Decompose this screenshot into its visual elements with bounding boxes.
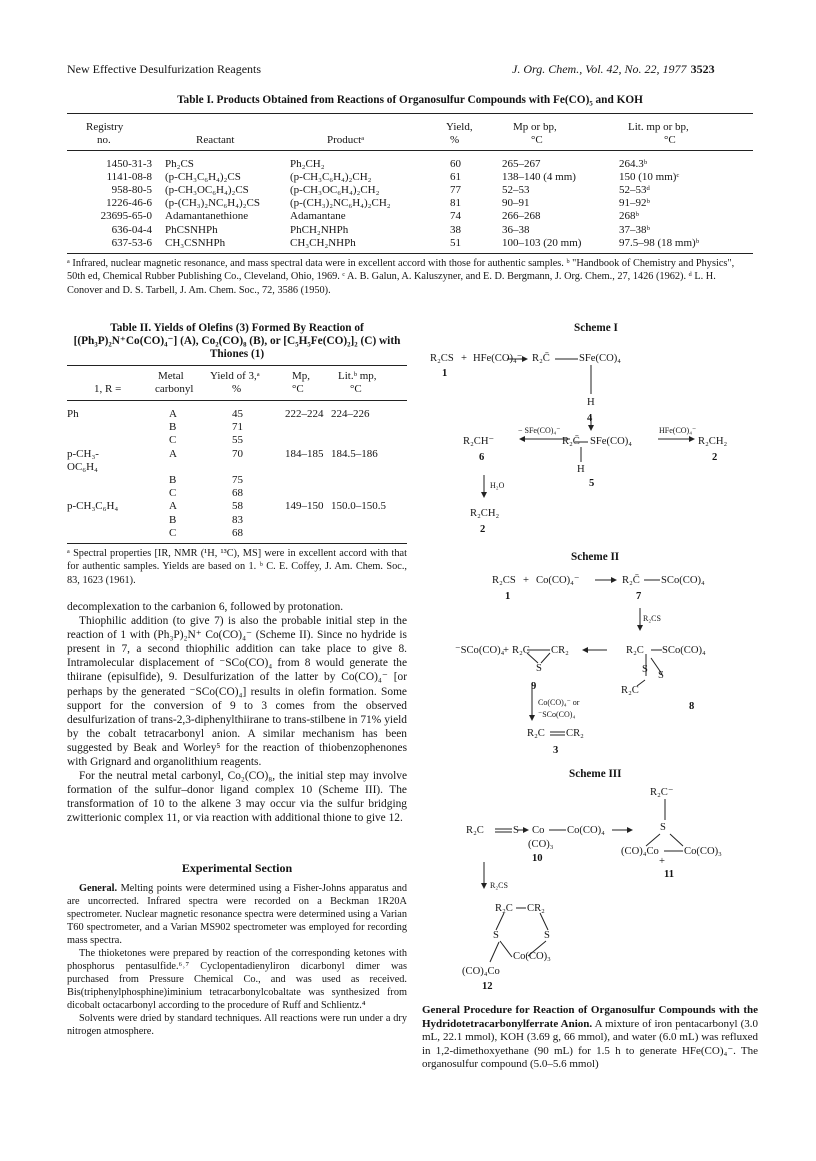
table1-cell-lit: 268ᵇ [619, 210, 639, 223]
table1-cell-mp: 90–91 [502, 197, 530, 210]
table1-header-no: no. [97, 134, 111, 146]
scheme1-title: Scheme I [574, 322, 618, 334]
table2-cell-metal: C [169, 434, 177, 447]
scheme1-sfe-4: SFe(CO)₄ [579, 353, 621, 364]
scheme3-s-11: S [660, 822, 666, 833]
table2-cell-metal: A [169, 500, 177, 513]
scheme2-sco-8: SCo(CO)₄ [662, 645, 706, 656]
paragraph-thioketones: The thioketones were prepared by reaction of the corresponding ketones with phosphorus pentasulfide.⁶˒⁷ Cyclopentadienyliron dicarbonyl dimer was purchased from Pressure Chemical Co., and was used as received. Bis(triphenylphosphine)iminium tetracarbonylcobaltate was synthesized from dicobalt octacarbonyl according to the procedure of Ruff and Schlientz.⁴ [67, 948, 407, 1011]
table2-cell-metal: C [169, 526, 177, 539]
table2-cell-yield: 75 [232, 474, 243, 486]
table2-cell-lit: 224–226 [331, 408, 370, 420]
scheme1-h-4: H [587, 397, 595, 408]
table2-cell-r: Ph [67, 408, 79, 420]
table2-header-yield-unit: % [232, 383, 242, 395]
paragraph-decomplexation: decomplexation to the carbanion 6, followed by protonation. [67, 601, 344, 613]
scheme1-alkane-2: R₂CH₂ [698, 436, 728, 447]
running-header: New Effective Desulfurization Reagents [67, 62, 262, 76]
table2-cell-metal: B [169, 513, 177, 526]
table2-cell-lit: 150.0–150.5 [331, 500, 386, 513]
table2-cell-yield: 83 [232, 513, 243, 526]
table1-header-registry: Registry [86, 121, 124, 133]
table1-cell-reactant: Adamantanethione [165, 210, 249, 223]
general-run-in-head: General. [79, 883, 118, 894]
compound-number-2-right: 2 [712, 452, 718, 463]
table1-cell-reactant: Ph₂CS [165, 158, 194, 170]
table1-cell-lit: 264.3ᵇ [619, 158, 648, 170]
table1-cell-registry: 958-80-5 [111, 184, 152, 197]
compound-number-3: 3 [553, 745, 559, 756]
compound-number-8: 8 [689, 701, 695, 712]
table1-cell-yield: 38 [450, 223, 461, 236]
table1-cell-registry: 1141-08-8 [106, 171, 152, 184]
paragraph-solvents: Solvents were dried by standard techniques. All reactions were run under a dry nitrogen atmosphere. [67, 1013, 407, 1037]
scheme2-thione: R₂CS [492, 575, 516, 586]
table1-footnote: ᵃ Infrared, nuclear magnetic resonance, and mass spectral data were in excellent accord with those for authentic samples. ᵇ "Handbook of Chemistry and Physics", 50th ed, Chemical Rubber Publishing Co., Cleveland, Ohio, 1969. ᶜ A. B. Galun, A. Kaluszyner, and E. D. Bergmann, J. Org. Chem., 27, 1426 (1962). ᵈ L. H. Conover and D. S. Tarbell, J. Am. Chem. Soc., 72, 3586 (1950). [67, 258, 735, 296]
scheme3-co-10: Co [532, 825, 545, 836]
scheme3-co3-12: Co(CO)₃ [513, 951, 551, 962]
general-procedure [422, 1004, 758, 1072]
scheme2-thiirane-r2c: R₂C [512, 645, 530, 656]
compound-number-4: 4 [587, 413, 593, 424]
table2-cell-r: p-CH₃- [67, 447, 99, 460]
compound-number-1: 1 [442, 368, 448, 379]
table1-cell-product: (p-(CH₃)₂NC₆H₄)₂CH₂ [290, 197, 391, 210]
table1-cell-registry: 637-53-6 [111, 236, 152, 249]
scheme2-carbanion-7: R₂C̄ [622, 575, 640, 586]
table2-cell-r: OC₆H₄ [67, 460, 98, 473]
scheme3-s-12a: S [493, 930, 499, 941]
scheme1-hfe-label: HFe(CO)₄⁻ [659, 426, 697, 435]
table1-cell-product: (p-CH₃C₆H₄)₂CH₂ [290, 171, 372, 184]
scheme2-r2c-8: R₂C [626, 645, 644, 656]
scheme1-minus-sfe-label: − SFe(CO)₄⁻ [518, 426, 561, 435]
table2-header-carbonyl: carbonyl [155, 383, 194, 395]
scheme2-r2c-8-lower: R₂C [621, 685, 639, 696]
scheme2-s-8: S [642, 664, 648, 675]
table1-cell-reactant: (p-CH₃OC₆H₄)₂CS [165, 184, 249, 197]
table2-cell-yield: 70 [232, 447, 243, 460]
table1-cell-lit: 52–53ᵈ [619, 184, 650, 197]
scheme2-sco-7: SCo(CO)₄ [661, 575, 705, 586]
table1-cell-yield: 77 [450, 184, 461, 197]
table2-cell-metal: C [169, 487, 177, 500]
scheme3-s-12b: S [544, 930, 550, 941]
table1-cell-lit: 91–92ᵇ [619, 197, 650, 210]
scheme1-water-label: H₂O [490, 481, 505, 490]
bond-c-s-12b [540, 913, 548, 930]
table2-cell-yield: 55 [232, 434, 243, 447]
scheme2-plus-top: + [523, 575, 529, 586]
table2-cell-metal: A [169, 447, 177, 460]
compound-number-2-bottom: 2 [480, 524, 486, 535]
scheme3-thione-label: R₂CS [490, 881, 508, 890]
scheme2-s-8b: S [658, 670, 664, 681]
compound-number-7: 7 [636, 591, 642, 602]
table1-cell-product: (p-CH₃OC₆H₄)₂CH₂ [290, 184, 380, 197]
table2-cell-yield: 68 [232, 526, 243, 539]
scheme3-carbanion-11: R₂C⁻ [650, 787, 674, 798]
table1-cell-lit: 150 (10 mm)ᶜ [619, 171, 680, 184]
scheme3-s-10: S [513, 825, 519, 836]
table1-cell-registry: 1450-31-3 [106, 158, 152, 170]
table2-cell-lit: 184.5–186 [331, 447, 378, 460]
table1-cell-mp: 266–268 [502, 210, 541, 223]
table1-header-mp-unit: °C [531, 134, 543, 146]
bond-c-s-12a [496, 913, 504, 930]
table1-cell-yield: 74 [450, 210, 461, 223]
general-procedure-text: A mixture of iron pentacarbonyl (3.0 mL, 22.1 mmol), KOH (3.69 g, 66 mmol), and water (6.0 mL) was refluxed in 1,2-dimethoxyethane (90 mL) for 1.5 h to generate HFe(CO)₄⁻. The organosulfur compound (5.0–5.6 mmol) [422, 1017, 758, 1071]
table2-cell-yield: 58 [232, 500, 243, 513]
table1-cell-lit: 97.5–98 (18 mm)ᵇ [619, 236, 700, 249]
table1-cell-lit: 37–38ᵇ [619, 223, 650, 236]
table2-cell-mp: 149–150 [285, 500, 324, 513]
compound-number-6: 6 [479, 452, 485, 463]
table1-cell-registry: 23695-65-0 [100, 210, 152, 223]
scheme3-r2c-12: R₂C [495, 903, 513, 914]
scheme2-thione-label: R₂CS [643, 614, 661, 623]
bond-c-s-9b [541, 653, 550, 663]
scheme1-hydride: HFe(CO)₄⁻ [473, 353, 523, 364]
page-number: 3523 [690, 62, 715, 76]
table1-header-mp: Mp or bp, [513, 121, 557, 133]
table1-header-product: Productᵃ [327, 134, 365, 146]
compound-number-1-scheme2: 1 [505, 591, 511, 602]
scheme1-alkane-2-bottom: R₂CH₂ [470, 508, 500, 519]
table2-footnote: ᵃ Spectral properties [IR, NMR (¹H, ¹³C), MS] were in excellent accord with that for authentic samples. Yields are based on 1. ᵇ C. E. Coffey, J. Am. Chem. Soc., 83, 1623 (1961). [67, 548, 407, 586]
scheme2-reagent-thiolate: ⁻SCo(CO)₄ [538, 710, 576, 719]
compound-number-11: 11 [664, 869, 675, 880]
table2-cell-mp: 222–224 [285, 408, 324, 420]
table1-header-lit: Lit. mp or bp, [628, 121, 689, 133]
compound-number-9: 9 [531, 681, 537, 692]
table2-cell-yield: 45 [232, 408, 243, 420]
table1-cell-reactant: PhCSNHPh [165, 223, 218, 236]
table1-cell-registry: 1226-46-6 [106, 197, 152, 210]
table1-header-yield: Yield, [446, 121, 473, 133]
table1-header-reactant: Reactant [196, 134, 235, 146]
table2-cell-yield: 71 [232, 421, 243, 434]
table1-cell-mp: 36–38 [502, 223, 530, 236]
paragraph-thiophilic: Thiophilic addition (to give 7) is also the probable initial step in the reaction of 1 with (Ph₃P)₂N⁺ Co(CO)₄⁻ (Scheme II). Since no hydride is present in 7, a second thiophilic addition can take place to give 8. Intramolecular displacement of ⁻SCo(CO)₄ from 8 would generate the thiirane (episulfide), 9. Desulfurization of the latter by Co(CO)₄⁻ [or perhaps by the generated ⁻SCo(CO)₄] results in olefin formation. Some support for the conversion of 9 to 3 comes from the observed desulfurization of trans-2,3-diphenylthiirane to trans-stilbene in 71% yield by the cobalt tetracarbonyl anion. A similar mechanism has been suggested by Beak and Worley⁵ for the reaction of thiobenzophenones with Grignard and organolithium reagents. [67, 615, 407, 769]
scheme1-carbanion-4: R₂C̄ [532, 353, 550, 364]
scheme3-co4co-12: (CO)₄Co [462, 966, 500, 977]
table2-header-lit: Lit.ᵇ mp, [338, 370, 377, 382]
scheme3-plus-11: + [659, 856, 665, 867]
scheme2-thiirane-s: S [536, 663, 542, 674]
table1-cell-reactant: (p-CH₃C₆H₄)₂CS [165, 171, 241, 184]
table1-cell-product: CH₃CH₂NHPh [290, 236, 356, 249]
scheme2-alkene-right: CR₂ [566, 728, 584, 739]
scheme3-co4-10: Co(CO)₄ [567, 825, 605, 836]
general-procedure-heading: General Procedure for Reaction of Organosulfur Compounds with the Hydridotetracarbonylferrate Anion. [422, 1004, 758, 1030]
table1-cell-mp: 138–140 (4 mm) [502, 171, 576, 184]
table1-cell-mp: 100–103 (20 mm) [502, 236, 582, 249]
journal-name: J. Org. Chem., Vol. 42, No. 22, 1977 [512, 62, 687, 76]
scheme1-r2c-5: R₂C̄ [562, 436, 580, 447]
scheme2-thiirane-cr2: CR₂ [551, 645, 569, 656]
bond-s-co-11b [670, 834, 683, 846]
scheme3-title: Scheme III [569, 768, 622, 780]
scheme1-plus: + [461, 353, 467, 364]
scheme1-carbanion-6: R₂CH⁻ [463, 436, 495, 447]
compound-number-12: 12 [482, 981, 493, 992]
scheme2-alkene-left: R₂C [527, 728, 545, 739]
table2-title: Table II. Yields of Olefins (3) Formed By Reaction of [(Ph₃P)₂N⁺Co(CO)₄⁻] (A), Co₂(CO)₈ (B), or [C₅H₅Fe(CO)₂]₂ (C) with Thiones (1) [73, 322, 401, 360]
scheme1-thione: R₂CS [430, 353, 454, 364]
scheme2-title: Scheme II [571, 551, 620, 563]
scheme3-r2c-10: R₂C [466, 825, 484, 836]
table2-cell-metal: B [169, 474, 177, 486]
scheme2-cobalt-anion: Co(CO)₄⁻ [536, 575, 580, 586]
table2-cell-yield: 68 [232, 487, 243, 500]
table1-header-yield-unit: % [450, 134, 460, 146]
table1-cell-reactant: (p-(CH₃)₂NC₆H₄)₂CS [165, 197, 260, 210]
table2-header-mp: Mp, [292, 370, 311, 382]
scheme2-plus-mid: + [503, 645, 509, 656]
compound-number-5: 5 [589, 478, 595, 489]
section-heading: Experimental Section [181, 861, 293, 875]
scheme3-co3-10: (CO)₃ [528, 839, 554, 850]
table2-cell-r: p-CH₃C₆H₄ [67, 500, 119, 513]
table2-header-mp-unit: °C [292, 383, 304, 395]
table1-header-lit-unit: °C [664, 134, 676, 146]
table1-cell-product: Adamantane [290, 210, 346, 223]
table1-cell-mp: 52–53 [502, 184, 530, 197]
table2-header-lit-unit: °C [350, 383, 362, 395]
compound-number-10: 10 [532, 853, 543, 864]
table2-header-yield: Yield of 3,ᵃ [210, 370, 260, 382]
table1-cell-product: Ph₂CH₂ [290, 158, 325, 170]
table2-header-metal: Metal [158, 370, 184, 382]
table1-cell-yield: 81 [450, 197, 461, 210]
table1-cell-reactant: CH₃CSNHPh [165, 236, 226, 249]
scheme2-thiolate-anion: ⁻SCo(CO)₄ [455, 645, 505, 656]
table1-cell-mp: 265–267 [502, 158, 541, 170]
bond-s-co-12a [500, 941, 512, 957]
scheme1-h-5: H [577, 464, 585, 475]
table1-cell-yield: 60 [450, 158, 461, 170]
scheme2-reagent-cobalt: Co(CO)₄⁻ or [538, 698, 580, 707]
table1-cell-registry: 636-04-4 [111, 223, 152, 236]
scheme3-co4co-11: (CO)₄Co [621, 846, 659, 857]
table2-cell-metal: B [169, 421, 177, 434]
paragraph-neutral-carbonyl: For the neutral metal carbonyl, Co₂(CO)₈, the initial step may involve formation of the sulfur–donor ligand complex 10 (Scheme III). The transformation of 10 to the alkene 3 may occur via the sulfur bridging zwitterionic complex 11, or via reaction with additional thione to give 12. [67, 770, 407, 825]
scheme1-sfe-5: SFe(CO)₄ [590, 436, 632, 447]
scheme3-cr2-12: CR₂ [527, 903, 545, 914]
table1-cell-yield: 51 [450, 236, 461, 249]
table2-header-r: 1, R = [94, 383, 122, 395]
general-text: Melting points were determined using a Fisher-Johns apparatus and are uncorrected. Infrared spectra were recorded on a Beckman 1R20A spectrometer. Nuclear magnetic resonance spectra were determined using a Varian T60 spectrometer, and a Varian MS902 spectrometer was employed for recording mass spectra. [67, 883, 407, 946]
table1-cell-yield: 61 [450, 171, 461, 184]
scheme3-co3-11: Co(CO)₃ [684, 846, 722, 857]
table1-title: Table I. Products Obtained from Reactions of Organosulfur Compounds with Fe(CO)₅ and KOH [177, 94, 643, 106]
bond-s-co-12c [490, 942, 499, 962]
table2-cell-metal: A [169, 408, 177, 420]
table2-cell-mp: 184–185 [285, 447, 324, 460]
table1-cell-product: PhCH₂NHPh [290, 223, 349, 236]
